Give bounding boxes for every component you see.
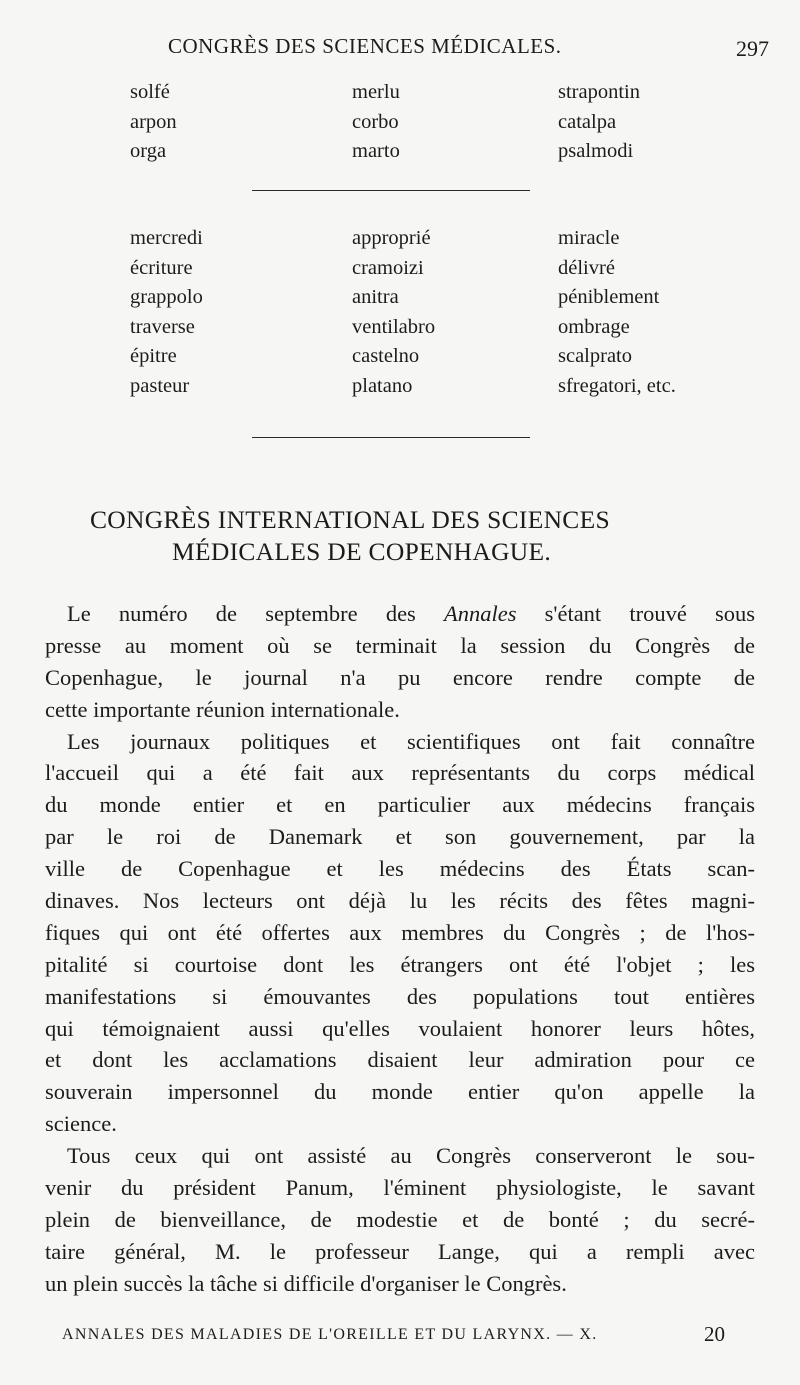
word-item: castelno bbox=[352, 345, 420, 367]
word-item: grappolo bbox=[130, 286, 203, 308]
word-item: psalmodi bbox=[558, 140, 634, 162]
word-item: scalprato bbox=[558, 345, 632, 367]
text-line: par le roi de Danemark et son gouvernement, par la bbox=[45, 824, 755, 850]
running-title: CONGRÈS DES SCIENCES MÉDICALES. bbox=[168, 34, 562, 58]
text-line: un plein succès la tâche si difficile d'organiser le Congrès. bbox=[45, 1270, 567, 1296]
text-line: pitalité si courtoise dont les étrangers ont été l'objet ; les bbox=[45, 951, 755, 977]
text-line: souverain impersonnel du monde entier qu'on appelle la bbox=[45, 1079, 755, 1105]
page-footer bbox=[0, 1322, 800, 1352]
word-column bbox=[558, 224, 676, 401]
word-item: sfregatori, etc. bbox=[558, 374, 676, 397]
word-item: épitre bbox=[130, 345, 177, 367]
text-line: et dont les acclamations disaient leur admiration pour ce bbox=[45, 1047, 755, 1073]
word-column bbox=[558, 78, 640, 167]
text-line: taire général, M. le professeur Lange, qui a rempli avec bbox=[45, 1238, 755, 1264]
text-line: Les journaux politiques et scientifiques ont fait connaître bbox=[67, 728, 755, 754]
word-item: péniblement bbox=[558, 286, 660, 308]
word-item: orga bbox=[130, 140, 167, 162]
word-list-bottom bbox=[0, 224, 800, 404]
word-item: strapontin bbox=[558, 81, 640, 103]
text-line: plein de bienveillance, de modestie et de bonté ; du secré- bbox=[45, 1206, 755, 1232]
word-item: miracle bbox=[558, 227, 620, 249]
article-body bbox=[45, 598, 755, 1300]
word-column bbox=[130, 78, 177, 167]
text-line: Copenhague, le journal n'a pu encore rendre compte de bbox=[45, 664, 755, 690]
section-heading-line: CONGRÈS INTERNATIONAL DES SCIENCES bbox=[90, 505, 610, 534]
word-column bbox=[130, 224, 203, 401]
word-item: marto bbox=[352, 140, 400, 162]
word-item: écriture bbox=[130, 256, 193, 279]
word-item: pasteur bbox=[130, 374, 190, 397]
section-heading-line: MÉDICALES DE COPENHAGUE. bbox=[172, 537, 552, 566]
word-item: traverse bbox=[130, 315, 195, 338]
separator-rule bbox=[252, 190, 530, 191]
text-line: dinaves. Nos lecteurs ont déjà lu les récits des fêtes magni- bbox=[45, 888, 755, 914]
word-list-top bbox=[0, 78, 800, 168]
word-item: ventilabro bbox=[352, 315, 436, 338]
word-column bbox=[352, 78, 400, 167]
text-line: qui témoignaient aussi qu'elles voulaient honorer leurs hôtes, bbox=[45, 1015, 755, 1041]
page-number: 297 bbox=[736, 36, 769, 61]
text-line: presse au moment où se terminait la session du Congrès de bbox=[45, 632, 755, 658]
journal-title: Annales bbox=[443, 601, 517, 626]
word-item: corbo bbox=[352, 110, 399, 133]
text-line: Le numéro de septembre des Annales s'étant trouvé sous bbox=[67, 601, 756, 626]
signature-number: 20 bbox=[704, 1322, 725, 1346]
word-item: platano bbox=[352, 374, 413, 397]
text-line: science. bbox=[45, 1111, 117, 1137]
word-item: approprié bbox=[352, 227, 431, 249]
text-line: ville de Copenhague et les médecins des États scan- bbox=[45, 856, 755, 882]
text-line: l'accueil qui a été fait aux représentants du corps médical bbox=[45, 760, 755, 786]
word-item: cramoizi bbox=[352, 256, 424, 279]
word-item: merlu bbox=[352, 81, 400, 103]
footer-journal-title: ANNALES DES MALADIES DE L'OREILLE ET DU LARYNX. — X. bbox=[62, 1326, 598, 1343]
word-item: catalpa bbox=[558, 110, 617, 133]
text-line: fiques qui ont été offertes aux membres du Congrès ; de l'hos- bbox=[45, 919, 755, 945]
word-item: délivré bbox=[558, 256, 615, 279]
text-line: du monde entier et en particulier aux médecins français bbox=[45, 792, 755, 818]
word-item: ombrage bbox=[558, 315, 630, 338]
text-line: venir du président Panum, l'éminent physiologiste, le savant bbox=[45, 1175, 755, 1201]
text-line: cette importante réunion internationale. bbox=[45, 696, 400, 722]
word-item: anitra bbox=[352, 286, 399, 308]
word-item: mercredi bbox=[130, 227, 203, 249]
word-column bbox=[352, 224, 435, 401]
text-line: manifestations si émouvantes des populations tout entières bbox=[45, 983, 755, 1009]
word-item: solfé bbox=[130, 81, 170, 103]
running-header bbox=[0, 34, 800, 64]
separator-rule bbox=[252, 437, 530, 438]
word-item: arpon bbox=[130, 110, 177, 133]
text-line: Tous ceux qui ont assisté au Congrès conserveront le sou- bbox=[67, 1143, 755, 1169]
